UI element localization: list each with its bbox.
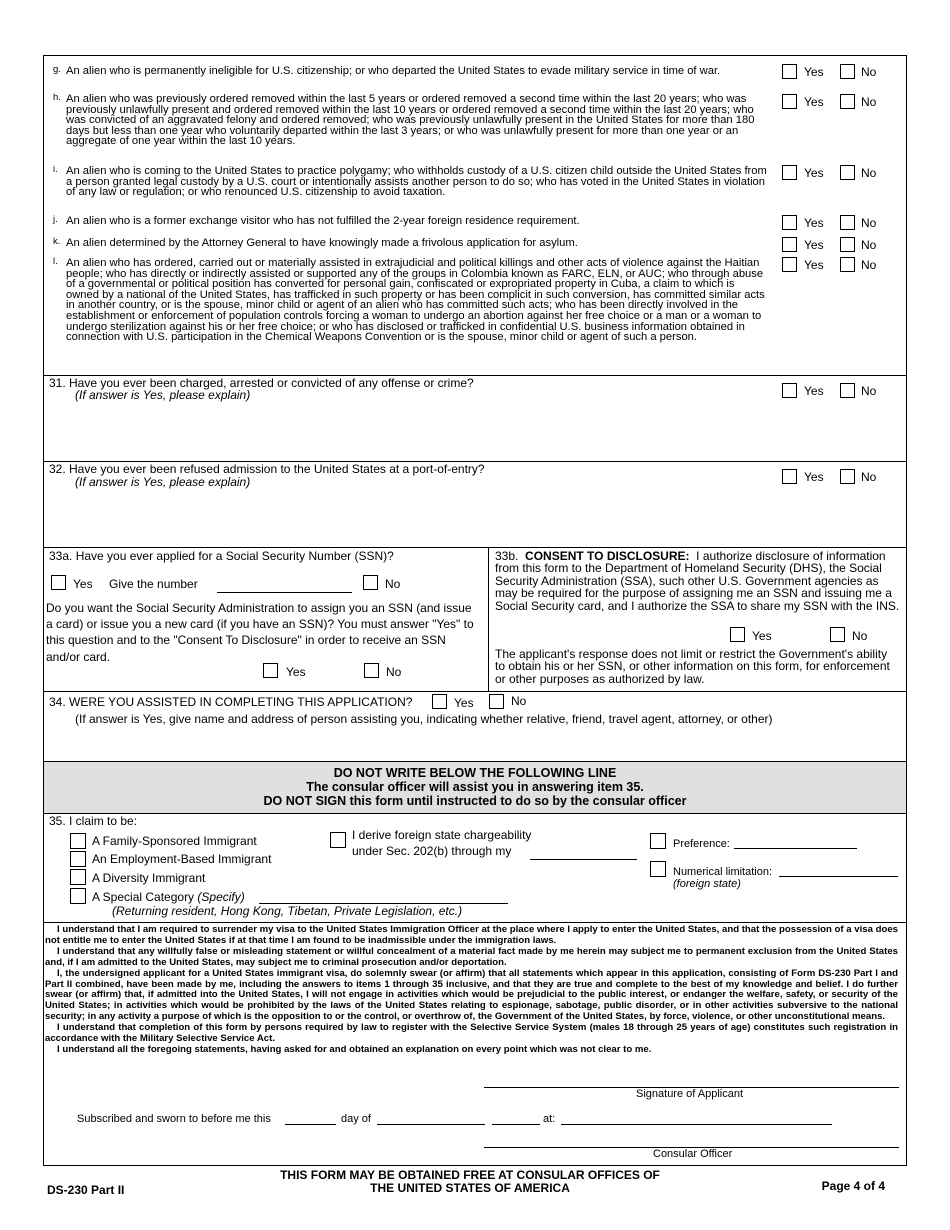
q33a-assign-no-checkbox[interactable] [364, 663, 379, 678]
q33b-yes-checkbox[interactable] [730, 627, 745, 642]
location-field[interactable] [561, 1124, 832, 1125]
footer-line-1: THIS FORM MAY BE OBTAINED FREE AT CONSULAR OFFICES OF [280, 1168, 660, 1182]
q33b-title: CONSENT TO DISCLOSURE: [525, 549, 690, 563]
item-i-yes-checkbox[interactable] [782, 165, 797, 180]
consular-officer-label: Consular Officer [653, 1148, 733, 1160]
certification-text [45, 925, 898, 1056]
no-label: No [511, 694, 527, 708]
subscribed-label: Subscribed and sworn to before me this [77, 1113, 271, 1125]
applicant-signature-label: Signature of Applicant [636, 1088, 744, 1100]
yes-label: Yes [804, 384, 824, 398]
chargeability-line-1: I derive foreign state chargeability [352, 828, 532, 842]
chargeability-field[interactable] [530, 859, 637, 860]
diversity-checkbox[interactable] [70, 869, 86, 885]
q33a-question: 33a. Have you ever applied for a Social Security Number (SSN)? [49, 549, 394, 563]
q33b-label: 33b. [495, 549, 519, 563]
banner-line-1: DO NOT WRITE BELOW THE FOLLOWING LINE [333, 766, 617, 780]
family-sponsored-checkbox[interactable] [70, 833, 86, 849]
numerical-limitation-checkbox[interactable] [650, 861, 666, 877]
yes-label: Yes [73, 577, 93, 591]
banner-line-3: DO NOT SIGN this form until instructed to do so by the consular officer [263, 794, 687, 808]
item-h-yes-checkbox[interactable] [782, 94, 797, 109]
month-field[interactable] [377, 1124, 485, 1125]
day-field[interactable] [285, 1124, 336, 1125]
divider [44, 691, 906, 692]
special-category-text: A Special Category [92, 890, 195, 904]
give-number-label: Give the number [109, 577, 198, 591]
divider [44, 547, 906, 548]
item-k-no-checkbox[interactable] [840, 237, 855, 252]
employment-based-checkbox[interactable] [70, 851, 86, 867]
yes-label: Yes [804, 166, 824, 180]
q33b-note: The applicant's response does not limit or restrict the Government's ability to obtain his or her SSN, or other information on this form, for enforcement or other purposes as authorized by law. [495, 647, 890, 686]
q35-title: 35. I claim to be: [49, 814, 138, 828]
special-category-examples: (Returning resident, Hong Kong, Tibetan, Private Legislation, etc.) [112, 904, 463, 918]
preference-checkbox[interactable] [650, 833, 666, 849]
no-label: No [861, 258, 877, 272]
yes-label: Yes [286, 665, 306, 679]
preference-label: Preference: [673, 838, 730, 850]
chargeability-line-2: under Sec. 202(b) through my [352, 844, 512, 858]
at-label: at: [543, 1113, 556, 1125]
certification-paragraph: I understand that any willfully false or misleading statement or willful concealment of a material fact made by me herein may subject me to permanent exclusion from the United States and, if I am admitted to the United States, may subject me to criminal prosecution and/or deportation. [45, 945, 898, 968]
yes-label: Yes [804, 65, 824, 79]
item-i-no-checkbox[interactable] [840, 165, 855, 180]
foreign-state-label: (foreign state) [673, 878, 741, 890]
q32-note: (If answer is Yes, please explain) [75, 475, 251, 489]
yes-label: Yes [804, 95, 824, 109]
page-number: Page 4 of 4 [821, 1179, 885, 1193]
yes-label: Yes [454, 696, 474, 710]
certification-paragraph: I understand all the foregoing statements, having asked for and obtained an explanation on every point which was not clear to me. [57, 1043, 652, 1055]
certification-paragraph: I understand that I am required to surrender my visa to the United States Immigration Officer at the place where I apply to enter the United States, and that the possession of a visa does not entitle me to enter the United States if at that time I am found to be inadmissible under the immigration laws. [45, 924, 898, 946]
item-g-no-checkbox[interactable] [840, 64, 855, 79]
yes-label: Yes [804, 238, 824, 252]
q33b-text: I authorize disclosure of information from this form to the Department of Homeland Security (DHS), the Social Security Administration (SSA), such other U.S. Government agencies as may be required for the purpose of assigning me an SSN and issuing me a Social Security card, and I authorize the SSA to share my SSN with the INS. [495, 549, 900, 613]
no-label: No [861, 238, 877, 252]
no-label: No [861, 470, 877, 484]
banner-line-2: The consular officer will assist you in answering item 35. [306, 780, 644, 794]
item-l-no-checkbox[interactable] [840, 257, 855, 272]
divider [488, 547, 489, 691]
q33a-no-checkbox[interactable] [363, 575, 378, 590]
q34-question: 34. WERE YOU ASSISTED IN COMPLETING THIS APPLICATION? [49, 695, 413, 709]
q31-note: (If answer is Yes, please explain) [75, 388, 251, 402]
form-number: DS-230 Part II [47, 1183, 125, 1197]
q33a-body: Do you want the Social Security Administration to assign you an SSN (and issue a card) or issue you a new card (if you have an SSN)? You must answer "Yes" to this question and to the "Consent To Disclosure" in order to receive an SSN and/or card. [46, 601, 474, 664]
chargeability-checkbox[interactable] [330, 832, 346, 848]
q34-note: (If answer is Yes, give name and address of person assisting you, indicating whether relative, friend, travel agent, attorney, or other) [75, 712, 773, 726]
day-of-label: day of [341, 1113, 371, 1125]
numerical-limitation-label: Numerical limitation: [673, 866, 773, 878]
employment-based-label: An Employment-Based Immigrant [92, 852, 272, 866]
item-g-yes-checkbox[interactable] [782, 64, 797, 79]
footer-line-2: THE UNITED STATES OF AMERICA [370, 1181, 570, 1195]
yes-label: Yes [804, 216, 824, 230]
special-category-label [92, 891, 245, 904]
q32-yes-checkbox[interactable] [782, 469, 797, 484]
yes-label: Yes [752, 629, 772, 643]
divider [44, 813, 906, 814]
q34-yes-checkbox[interactable] [432, 694, 447, 709]
q31-yes-checkbox[interactable] [782, 383, 797, 398]
divider [44, 922, 906, 923]
item-h-no-checkbox[interactable] [840, 94, 855, 109]
q33a-yes-checkbox[interactable] [51, 575, 66, 590]
special-category-checkbox[interactable] [70, 888, 86, 904]
item-j-no-checkbox[interactable] [840, 215, 855, 230]
q33b-no-checkbox[interactable] [830, 627, 845, 642]
no-label: No [861, 216, 877, 230]
item-l-yes-checkbox[interactable] [782, 257, 797, 272]
no-label: No [852, 629, 868, 643]
item-k-yes-checkbox[interactable] [782, 237, 797, 252]
preference-field[interactable] [734, 848, 857, 849]
diversity-label: A Diversity Immigrant [92, 871, 206, 885]
numerical-limitation-field[interactable] [779, 876, 898, 877]
q31-no-checkbox[interactable] [840, 383, 855, 398]
no-label: No [861, 65, 877, 79]
q33a-assign-yes-checkbox[interactable] [263, 663, 278, 678]
no-label: No [385, 577, 401, 591]
no-label: No [861, 166, 877, 180]
yes-label: Yes [804, 470, 824, 484]
yes-label: Yes [804, 258, 824, 272]
no-label: No [386, 665, 402, 679]
q31-question: 31. Have you ever been charged, arrested or convicted of any offense or crime? [49, 376, 474, 390]
q33b-consent [495, 550, 900, 612]
family-sponsored-label: A Family-Sponsored Immigrant [92, 834, 257, 848]
q34-no-checkbox[interactable] [489, 694, 504, 709]
q32-no-checkbox[interactable] [840, 469, 855, 484]
specify-text: (Specify) [197, 890, 245, 904]
year-field[interactable] [492, 1124, 540, 1125]
no-label: No [861, 95, 877, 109]
item-j-yes-checkbox[interactable] [782, 215, 797, 230]
ssn-number-field[interactable] [217, 592, 352, 593]
certification-paragraph: I, the undersigned applicant for a United States immigrant visa, do solemnly swear (or affirm) that all statements which appear in this application, consisting of Form DS-230 Part I and Part II combined, have been made by me, including the answers to items 1 through 35 inclusive, and that they are true and complete to the best of my knowledge and belief. I do further swear (or affirm) that, if admitted into the United States, I will not engage in activities which would be prejudicial to the public interest, or endanger the welfare, safety, or security of the United States; in activities which would be prohibited by the laws of the United States relating to espionage, sabotage, public disorder, or in other activities subversive to the national security; in any activity a purpose of which is the opposition to or the control, or overthrow of, the Government of the United States, by force, violence, or other unconstitutional means. [45, 967, 898, 1023]
certification-paragraph: I understand that completion of this form by persons required by law to register with the Selective Service System (males 18 through 25 years of age) constitutes such registration in accordance with the Military Selective Service Act. [45, 1022, 898, 1045]
no-label: No [861, 384, 877, 398]
q32-question: 32. Have you ever been refused admission to the United States at a port-of-entry? [49, 462, 485, 476]
